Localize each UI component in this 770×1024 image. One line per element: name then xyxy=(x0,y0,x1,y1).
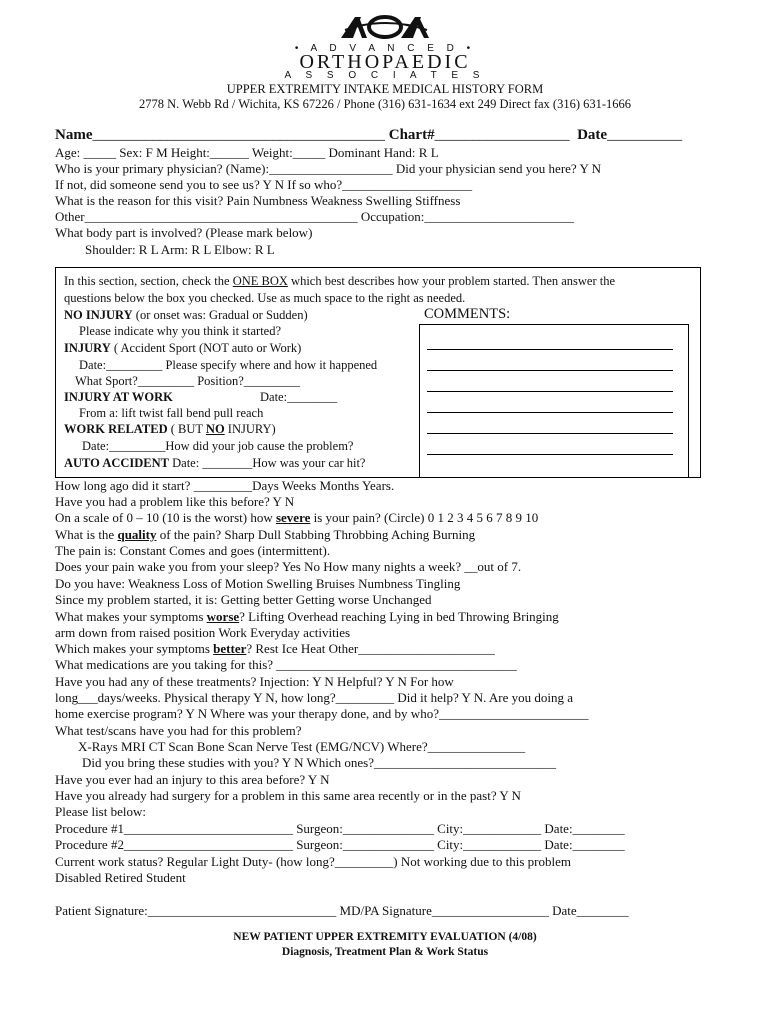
treatments-line[interactable]: Have you had any of these treatments? Injection: Y N Helpful? Y N For how xyxy=(55,674,454,689)
work-related-option[interactable]: WORK RELATED ( BUT NO INJURY) xyxy=(64,422,276,436)
sleep-wake-line[interactable]: Does your pain wake you from your sleep? Yes No How many nights a week? __out of 7. xyxy=(55,559,522,574)
what-sport-line[interactable]: What Sport?_________ Position?_________ xyxy=(75,374,300,388)
injury-option[interactable]: INJURY ( Accident Sport (NOT auto or Work) xyxy=(64,341,302,355)
other-occupation-line[interactable]: Other__________________________________________ Occupation:_______________________ xyxy=(55,209,574,224)
auto-accident-option[interactable]: AUTO ACCIDENT Date: ________How was your car hit? xyxy=(64,456,366,470)
therapy-line[interactable]: long___days/weeks. Physical therapy Y N, how long?_________ Did it help? Y N. Are you doing a xyxy=(55,690,573,705)
chart-label: Chart# xyxy=(388,127,435,143)
symptoms-line[interactable]: Do you have: Weakness Loss of Motion Swelling Bruises Numbness Tingling xyxy=(55,576,461,591)
worse-line[interactable]: What makes your symptoms worse? Lifting Overhead reaching Lying in bed Throwing Bringing xyxy=(55,609,559,624)
prior-surgery-line[interactable]: Have you already had surgery for a problem in this same area recently or in the past? Y N xyxy=(55,788,521,803)
name-label: Name xyxy=(55,127,93,143)
pain-quality-line[interactable]: What is the quality of the pain? Sharp Dull Stabbing Throbbing Aching Burning xyxy=(55,527,476,542)
comments-label: COMMENTS: xyxy=(424,306,511,322)
please-list-line: Please list below: xyxy=(55,804,146,819)
injury-date-specify[interactable]: Date:_________ Please specify where and how it happened xyxy=(79,358,378,372)
since-started-line[interactable]: Since my problem started, it is: Getting better Getting worse Unchanged xyxy=(55,592,432,607)
footer-subtitle: Diagnosis, Treatment Plan & Work Status xyxy=(281,946,489,958)
pain-type-line[interactable]: The pain is: Constant Comes and goes (intermittent). xyxy=(55,543,331,558)
logo-advanced-text: • A D V A N C E D • xyxy=(294,43,476,54)
tests-line: What test/scans have you had for this problem? xyxy=(55,723,302,738)
studies-line[interactable]: Did you bring these studies with you? Y N Which ones?____________________________ xyxy=(82,755,556,770)
aoa-logo-mark-icon xyxy=(335,14,435,40)
pain-scale-line[interactable]: On a scale of 0 – 10 (10 is the worst) how severe is your pain? (Circle) 0 1 2 3 4 5 6 7 8 9 10 xyxy=(55,510,539,525)
box-intro-line-1: In this section, section, check the ONE BOX which best describes how your problem started. Then answer the xyxy=(64,274,616,288)
job-cause-line[interactable]: Date:_________How did your job cause the problem? xyxy=(82,439,354,453)
comment-line[interactable] xyxy=(427,412,673,413)
physician-line[interactable]: Who is your primary physician? (Name):___________________ Did your physician send you here? Y N xyxy=(55,161,602,176)
better-line[interactable]: Which makes your symptoms better? Rest Ice Heat Other_____________________ xyxy=(55,641,495,656)
body-part-line: What body part is involved? (Please mark below) xyxy=(55,225,313,240)
comment-line[interactable] xyxy=(427,349,673,350)
aoa-logo xyxy=(0,14,770,40)
referral-line[interactable]: If not, did someone send you to see us? Y N If so who?____________________ xyxy=(55,177,473,192)
injury-at-work-date[interactable]: Date:________ xyxy=(260,390,338,404)
visit-reason-line[interactable]: What is the reason for this visit? Pain Numbness Weakness Swelling Stiffness xyxy=(55,193,461,208)
name-chart-date-line xyxy=(55,127,682,143)
comment-line[interactable] xyxy=(427,370,673,371)
chart-field[interactable]: __________________ xyxy=(434,127,570,143)
comment-line[interactable] xyxy=(427,433,673,434)
box-intro-line-2: questions below the box you checked. Use as much space to the right as needed. xyxy=(64,291,466,305)
from-a-line[interactable]: From a: lift twist fall bend pull reach xyxy=(79,406,264,420)
signature-line[interactable]: Patient Signature:_____________________________ MD/PA Signature__________________ Date________ xyxy=(55,903,629,918)
how-long-ago-line[interactable]: How long ago did it start? _________Days Weeks Months Years. xyxy=(55,478,395,493)
comment-line[interactable] xyxy=(427,391,673,392)
age-sex-line[interactable]: Age: _____ Sex: F M Height:______ Weight:_____ Dominant Hand: R L xyxy=(55,145,439,160)
test-types-line[interactable]: X-Rays MRI CT Scan Bone Scan Nerve Test (EMG/NCV) Where?_______________ xyxy=(78,739,526,754)
arm-down-line[interactable]: arm down from raised position Work Everyday activities xyxy=(55,625,351,640)
prior-injury-line[interactable]: Have you ever had an injury to this area before? Y N xyxy=(55,772,330,787)
logo-associates-text: A S S O C I A T E S xyxy=(284,70,486,81)
injury-at-work-option[interactable]: INJURY AT WORK xyxy=(64,390,173,404)
disabled-retired-student-line[interactable]: Disabled Retired Student xyxy=(55,870,186,885)
home-exercise-line[interactable]: home exercise program? Y N Where was your therapy done, and by who?_______________________ xyxy=(55,706,589,721)
name-field[interactable]: _______________________________________ xyxy=(92,127,385,143)
clinic-address: 2778 N. Webb Rd / Wichita, KS 67226 / Phone (316) 631-1634 ext 249 Direct fax (316) 631-1666 xyxy=(138,97,632,111)
no-injury-option[interactable]: NO INJURY (or onset was: Gradual or Sudden) xyxy=(64,308,308,322)
procedure-1-line[interactable]: Procedure #1__________________________ Surgeon:______________ City:____________ Date:________ xyxy=(55,821,625,836)
date-field[interactable]: __________ xyxy=(607,127,683,143)
logo-orthopaedic-text: ORTHOPAEDIC xyxy=(299,51,471,73)
indicate-why-text: Please indicate why you think it started? xyxy=(79,324,282,338)
procedure-2-line[interactable]: Procedure #2__________________________ Surgeon:______________ City:____________ Date:________ xyxy=(55,837,625,852)
footer-title: NEW PATIENT UPPER EXTREMITY EVALUATION (4/08) xyxy=(233,931,537,943)
shoulder-arm-elbow-line[interactable]: Shoulder: R L Arm: R L Elbow: R L xyxy=(85,242,275,257)
had-before-line[interactable]: Have you had a problem like this before? Y N xyxy=(55,494,295,509)
date-label: Date xyxy=(577,127,608,143)
medications-line[interactable]: What medications are you taking for this? _____________________________________ xyxy=(55,657,517,672)
form-title: UPPER EXTREMITY INTAKE MEDICAL HISTORY FORM xyxy=(226,82,544,96)
comment-line[interactable] xyxy=(427,454,673,455)
work-status-line[interactable]: Current work status? Regular Light Duty- (how long?_________) Not working due to this problem xyxy=(55,854,571,869)
